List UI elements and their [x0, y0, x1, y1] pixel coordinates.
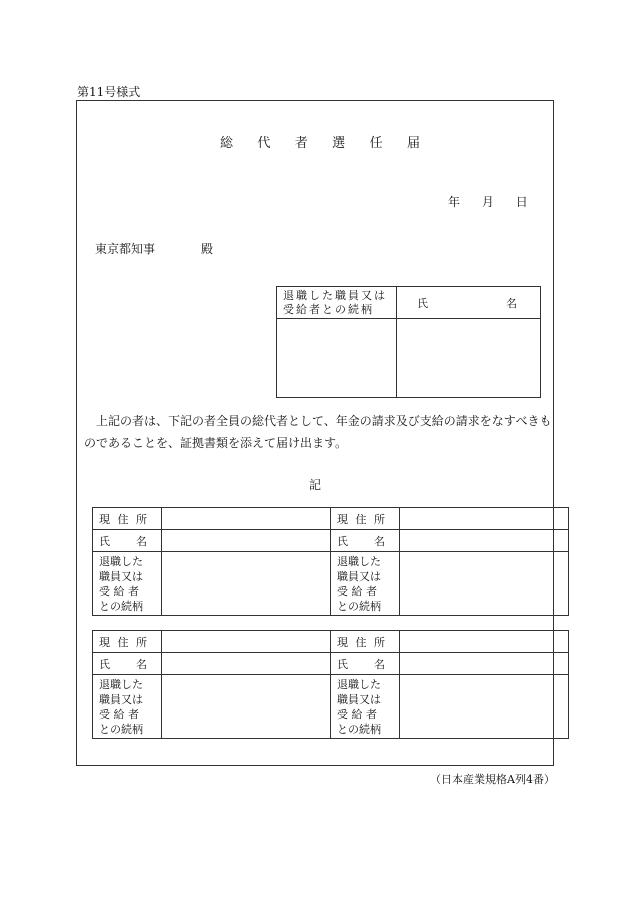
address-field[interactable] — [162, 631, 331, 653]
title-char: 総 — [220, 136, 234, 151]
name-label: 氏 名 — [331, 653, 400, 675]
representative-box — [276, 286, 541, 398]
name-header — [417, 295, 517, 311]
title-char: 任 — [369, 136, 383, 151]
name-header-char: 氏 — [417, 297, 428, 310]
addressee-name: 東京都知事 — [95, 242, 156, 256]
relation-label: 退職した 職員又は 受 給 者 との続柄 — [331, 675, 400, 739]
members-table-2 — [92, 630, 569, 739]
name-field[interactable] — [162, 530, 331, 552]
name-field[interactable] — [400, 530, 569, 552]
relation-label: 退職した 職員又は 受 給 者 との続柄 — [93, 552, 162, 616]
title-char: 届 — [406, 136, 420, 151]
name-header-char: 名 — [506, 297, 517, 310]
address-label: 現 住 所 — [331, 631, 400, 653]
box-divider — [277, 318, 540, 319]
relation-label: 退職した 職員又は 受 給 者 との続柄 — [93, 675, 162, 739]
day-label: 日 — [515, 195, 528, 209]
box-divider — [396, 287, 397, 397]
members-table-1 — [92, 507, 569, 616]
name-label: 氏 名 — [93, 530, 162, 552]
form-number: 第11号様式 — [77, 85, 141, 99]
address-field[interactable] — [400, 508, 569, 530]
year-label: 年 — [448, 195, 461, 209]
name-label: 氏 名 — [93, 653, 162, 675]
title-char: 選 — [332, 136, 346, 151]
name-field[interactable] — [400, 653, 569, 675]
title-char: 代 — [257, 136, 271, 151]
ki-heading: 記 — [309, 478, 322, 492]
addressee — [95, 240, 213, 257]
address-field[interactable] — [162, 508, 331, 530]
address-label: 現 住 所 — [93, 508, 162, 530]
declaration-paragraph: 上記の者は、下記の者全員の総代者として、年金の請求及び支給の請求をなすべきものであることを、証拠書類を添えて届け出ます。 — [84, 414, 552, 450]
relation-label: 退職した 職員又は 受 給 者 との続柄 — [331, 552, 400, 616]
name-field[interactable] — [162, 653, 331, 675]
relation-field[interactable] — [162, 552, 331, 616]
address-label: 現 住 所 — [93, 631, 162, 653]
title-char: 者 — [294, 136, 308, 151]
date-field[interactable] — [448, 193, 546, 210]
name-label: 氏 名 — [331, 530, 400, 552]
relation-header: 退職した職員又は受給者との続柄 — [283, 289, 387, 316]
addressee-suffix: 殿 — [201, 242, 214, 256]
relation-field[interactable] — [400, 552, 569, 616]
relation-field[interactable] — [162, 675, 331, 739]
paper-size-note: （日本産業規格A列4番） — [430, 773, 555, 786]
relation-field[interactable] — [400, 675, 569, 739]
address-field[interactable] — [400, 631, 569, 653]
month-label: 月 — [481, 195, 494, 209]
address-label: 現 住 所 — [331, 508, 400, 530]
form-title — [220, 132, 420, 151]
